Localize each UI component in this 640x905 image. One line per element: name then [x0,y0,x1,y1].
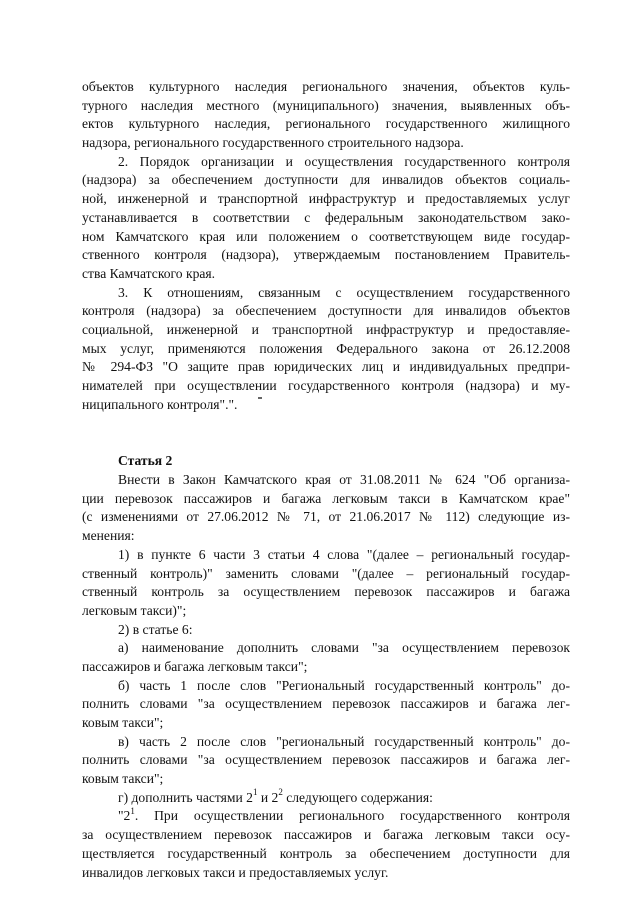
text-line: ственный контроль)" заменить словами "(далее – региональный государ- [82,565,570,581]
text-line: ства Камчатского края. [82,265,216,281]
scan-speck [258,397,262,399]
paragraph-intro [82,78,570,153]
list-item-2g [82,789,570,808]
text-line: 2. Порядок организации и осуществления государственного контроля [118,153,570,169]
list-item-2 [82,621,570,640]
text-line: социальной, инженерной и транспортной инфраструктур и предоставляе- [82,321,570,337]
document-body [82,78,570,882]
text-fragment: г) дополнить частями 2 [118,789,253,805]
text-line: надзора, регионального государственного строительного надзора. [82,135,464,151]
text-line: б) часть 1 после слов "Региональный государственный контроль" до- [118,677,570,693]
text-line: ковым такси"; [82,771,164,787]
text-line: инвалидов легковых такси и предоставляемых услуг. [82,864,389,880]
text-line: полнить словами "за осуществлением перевозок пассажиров и багажа лег- [82,696,570,712]
paragraph-article [82,471,570,546]
text-line: ковым такси"; [82,715,164,730]
list-item-2a [82,639,570,676]
text-line: за осуществлением перевозок пассажиров и багажа легковым такси осу- [82,827,570,843]
text-line: (надзора) за обеспечением доступности для инвалидов объектов социаль- [82,172,570,188]
paragraph-2 [82,153,570,284]
text-line: нимателей при осуществлении государственного контроля (надзора) и му- [82,378,570,393]
text-line: в) часть 2 после слов "региональный государственный контроль" до- [118,733,570,749]
text-line: турного наследия местного (муниципального) значения, выявленных объ- [82,97,570,113]
text-line: ном Камчатского края или положением о соответствующем виде государ- [82,228,570,244]
text-line: № 294-ФЗ "О защите прав юридических лиц и индивидуальных предпри- [82,359,570,375]
text-line [82,807,570,826]
text-line: легковым такси)"; [82,602,187,618]
text-line: ектов культурного наследия, регионального государственного жилищного [82,116,570,132]
list-item-2v [82,733,570,789]
paragraph-3 [82,284,570,415]
superscript: 1 [252,787,258,798]
text-line: ственного контроля (надзора), утверждаемым постановлением Правитель- [82,247,570,263]
text-line: мых услуг, применяются положения Федерального закона от 26.12.2008 [82,340,570,356]
text-line: контроля (надзора) за обеспечением доступности для инвалидов объектов [82,303,570,319]
text-line: объектов культурного наследия регионального значения, объектов куль- [82,79,570,94]
text-line: устанавливается в соответствии с федеральным законодательством зако- [82,209,570,225]
text-fragment: следующего содержания: [282,789,433,805]
article-heading: Статья 2 [118,453,173,469]
text-line: ной, инженерной и транспортной инфраструктур и предоставляемых услуг [82,191,570,207]
superscript: 1 [130,805,135,816]
text-line: 3. К отношениям, связанным с осуществлением государственного [118,284,570,300]
text-line: 2) в статье 6: [118,621,193,637]
text-line: ственный контроль за осуществлением перевозок пассажиров и багажа [82,584,570,600]
text-fragment: и 2 [257,789,279,805]
text-line: а) наименование дополнить словами "за осуществлением перевозок [118,640,570,656]
section-gap [82,414,570,452]
text-line: ществляется государственный контроль за обеспечением доступности для [82,845,570,861]
text-fragment: . При осуществлении регионального государственного контроля [134,808,570,824]
list-item-2b [82,677,570,733]
text-line: полнить словами "за осуществлением перевозок пассажиров и багажа лег- [82,752,570,768]
text-line: 1) в пункте 6 части 3 статьи 4 слова "(далее – региональный государ- [118,546,570,562]
list-item-1 [82,546,570,621]
quoted-part-2-1 [82,807,570,882]
superscript: 2 [278,787,283,798]
text-line: менения: [82,528,135,544]
text-line: Внести в Закон Камчатского края от 31.08.2011 № 624 "Об организа- [118,472,570,488]
text-fragment: "2 [118,808,131,824]
text-line [82,789,570,808]
text-line: пассажиров и багажа легковым такси"; [82,658,308,674]
text-line: ции перевозок пассажиров и багажа легковым такси в Камчатском крае" [82,490,570,506]
text-line: ниципального контроля".". [82,396,238,412]
text-line: (с изменениями от 27.06.2012 № 71, от 21.06.2017 № 112) следующие из- [82,509,570,525]
